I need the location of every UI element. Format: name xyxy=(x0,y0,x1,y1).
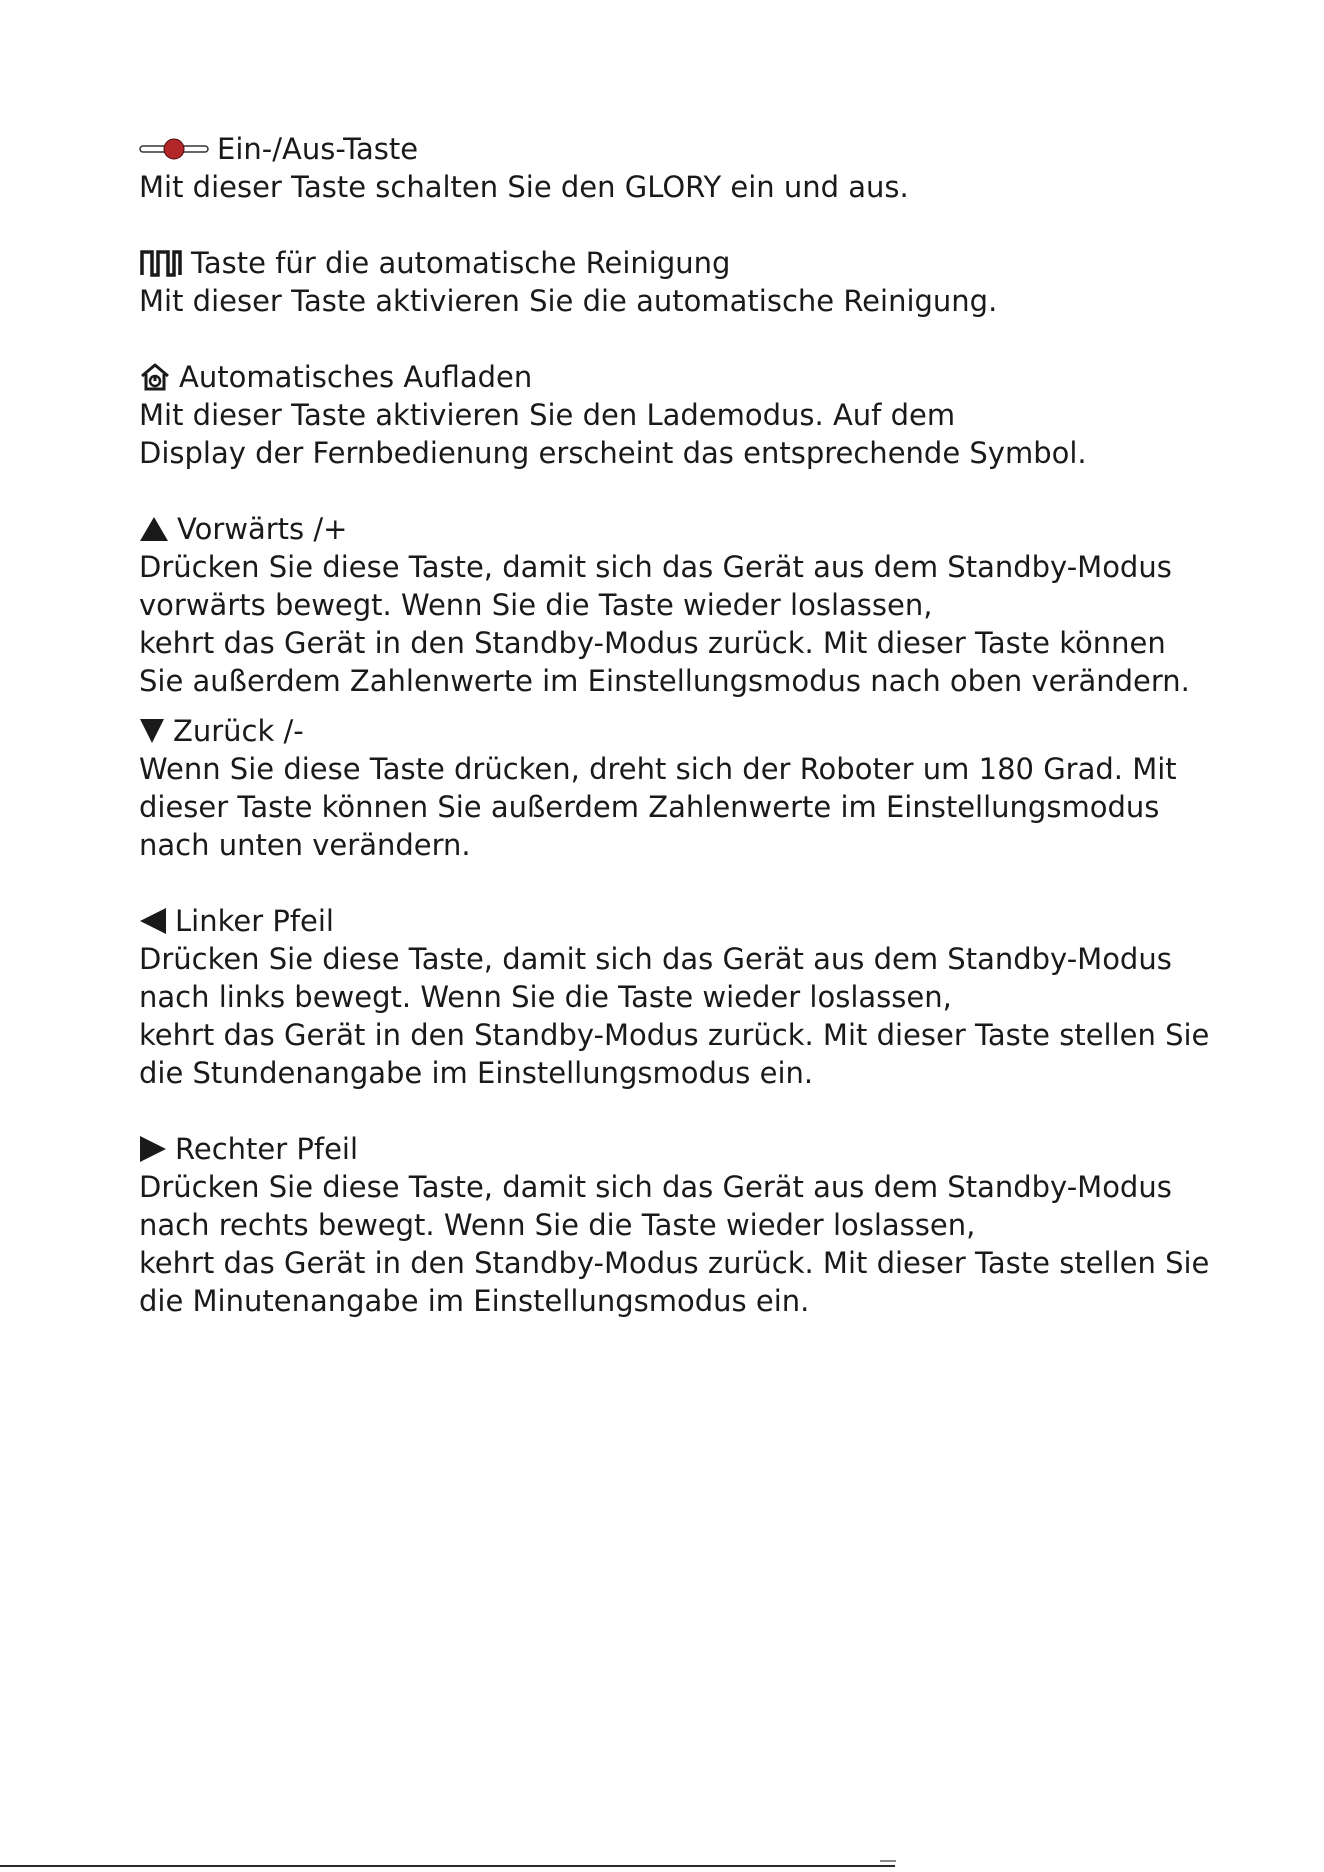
title-text: Ein-/Aus-Taste xyxy=(217,132,419,166)
triangle-left-icon xyxy=(139,907,167,935)
title-text: Automatisches Aufladen xyxy=(179,360,533,394)
section-right-arrow xyxy=(139,1130,1259,1320)
section-description xyxy=(139,1168,1259,1320)
title-text: Vorwärts /+ xyxy=(177,512,348,546)
description-line: Drücken Sie diese Taste, damit sich das Gerät aus dem Standby-Modus xyxy=(139,942,1172,976)
auto-clean-icon xyxy=(139,249,183,277)
section-auto-charge xyxy=(139,358,1259,472)
title-text: Taste für die automatische Reinigung xyxy=(191,246,731,280)
section-title xyxy=(139,902,1259,940)
section-title xyxy=(139,1130,1259,1168)
section-description xyxy=(139,168,1259,206)
section-description xyxy=(139,750,1259,864)
description-line: dieser Taste können Sie außerdem Zahlenwerte im Einstellungsmodus xyxy=(139,790,1160,824)
section-title xyxy=(139,358,1259,396)
description-line: vorwärts bewegt. Wenn Sie die Taste wieder loslassen, xyxy=(139,588,933,622)
title-text: Rechter Pfeil xyxy=(175,1132,359,1166)
section-title xyxy=(139,130,1259,168)
description-line: Drücken Sie diese Taste, damit sich das Gerät aus dem Standby-Modus xyxy=(139,550,1172,584)
description-line: Mit dieser Taste aktivieren Sie die automatische Reinigung. xyxy=(139,284,998,318)
description-line: Sie außerdem Zahlenwerte im Einstellungsmodus nach oben verändern. xyxy=(139,664,1190,698)
section-description xyxy=(139,282,1259,320)
section-title xyxy=(139,712,1259,750)
description-line: die Stundenangabe im Einstellungsmodus ein. xyxy=(139,1056,814,1090)
section-back xyxy=(139,712,1259,864)
triangle-right-icon xyxy=(139,1135,167,1163)
section-description xyxy=(139,548,1259,700)
description-line: kehrt das Gerät in den Standby-Modus zurück. Mit dieser Taste können xyxy=(139,626,1166,660)
section-title xyxy=(139,244,1259,282)
triangle-up-icon xyxy=(139,516,169,542)
description-line: kehrt das Gerät in den Standby-Modus zurück. Mit dieser Taste stellen Sie xyxy=(139,1246,1210,1280)
description-line: kehrt das Gerät in den Standby-Modus zurück. Mit dieser Taste stellen Sie xyxy=(139,1018,1210,1052)
section-description xyxy=(139,396,1259,472)
footer-rule xyxy=(0,1865,895,1867)
section-left-arrow xyxy=(139,902,1259,1092)
description-line: nach rechts bewegt. Wenn Sie die Taste wieder loslassen, xyxy=(139,1208,976,1242)
description-line: Mit dieser Taste aktivieren Sie den Lademodus. Auf dem xyxy=(139,398,956,432)
manual-page-content xyxy=(139,130,1259,1320)
title-text: Zurück /- xyxy=(173,714,304,748)
description-line: nach unten verändern. xyxy=(139,828,471,862)
section-title xyxy=(139,510,1259,548)
section-power xyxy=(139,130,1259,206)
section-description xyxy=(139,940,1259,1092)
section-auto-clean xyxy=(139,244,1259,320)
triangle-down-icon xyxy=(139,718,165,744)
footer-rule-tick xyxy=(880,1860,896,1862)
description-line: Drücken Sie diese Taste, damit sich das Gerät aus dem Standby-Modus xyxy=(139,1170,1172,1204)
description-line: Mit dieser Taste schalten Sie den GLORY ein und aus. xyxy=(139,170,909,204)
description-line: die Minutenangabe im Einstellungsmodus ein. xyxy=(139,1284,810,1318)
description-line: Wenn Sie diese Taste drücken, dreht sich der Roboter um 180 Grad. Mit xyxy=(139,752,1177,786)
home-charge-icon xyxy=(139,361,171,393)
description-line: nach links bewegt. Wenn Sie die Taste wieder loslassen, xyxy=(139,980,952,1014)
title-text: Linker Pfeil xyxy=(175,904,334,938)
section-forward xyxy=(139,510,1259,700)
power-button-icon xyxy=(139,137,209,161)
description-line: Display der Fernbedienung erscheint das entsprechende Symbol. xyxy=(139,436,1087,470)
